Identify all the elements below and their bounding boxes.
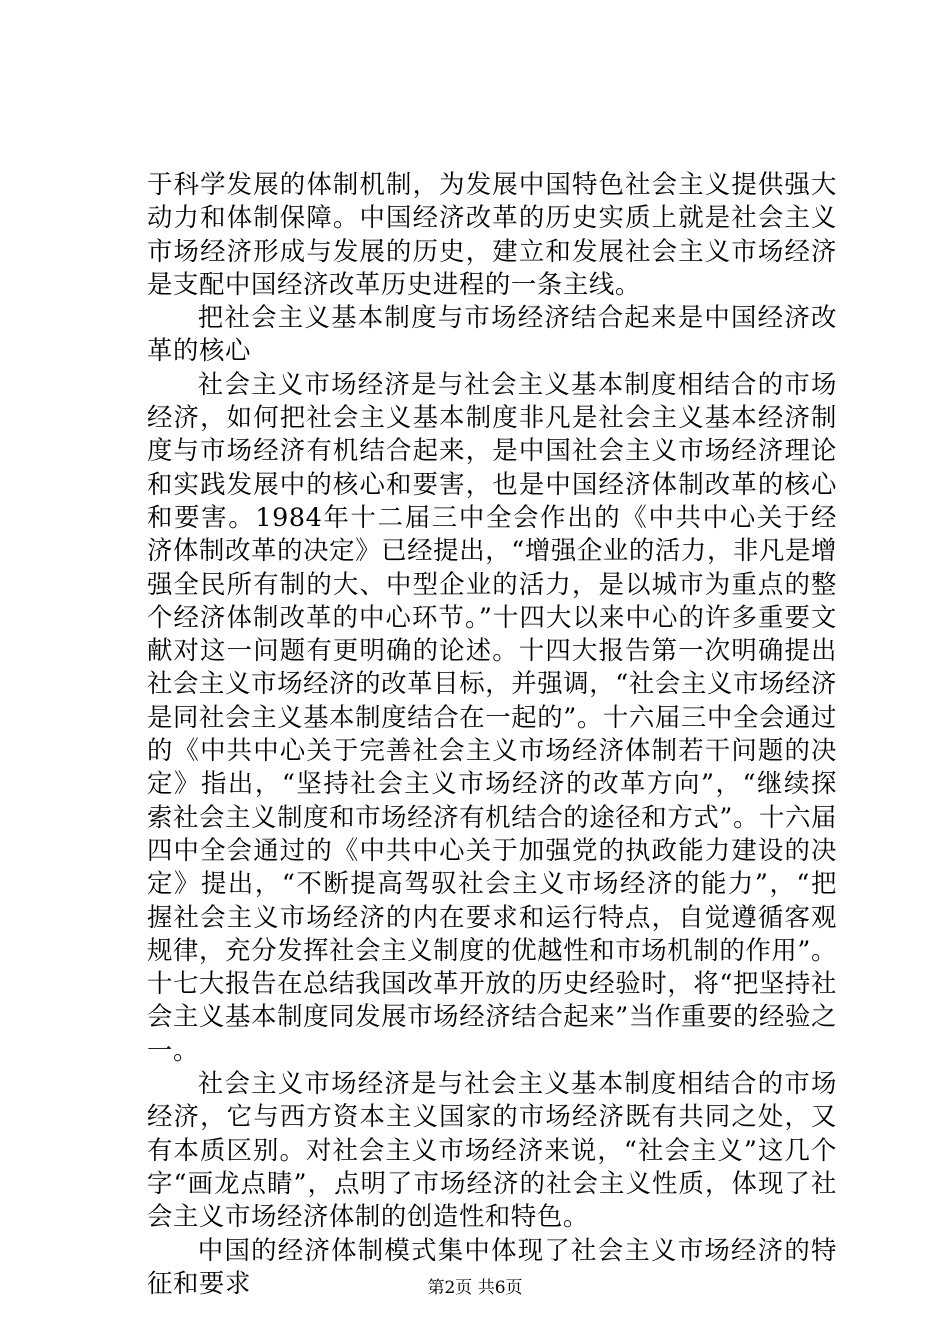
page-number-footer: 第2页 共6页 (427, 1278, 523, 1298)
paragraph-4: 社会主义市场经济是与社会主义基本制度相结合的市场经济，它与西方资本主义国家的市场经济既有共同之处，又有本质区别。对社会主义市场经济来说，“社会主义”这几个字“画龙点睛”，点明了市场经济的社会主义性质，体现了社会主义市场经济体制的创造性和特色。 (147, 1068, 837, 1232)
section-heading-2: 中国的经济体制模式集中体现了社会主义市场经济的特征和要求 (147, 1234, 837, 1298)
body-text (147, 168, 837, 1300)
paragraph-1: 于科学发展的体制机制，为发展中国特色社会主义提供强大动力和体制保障。中国经济改革的历史实质上就是社会主义市场经济形成与发展的历史，建立和发展社会主义市场经济是支配中国经济改革历史进程的一条主线。 (147, 169, 837, 299)
paragraph-3: 社会主义市场经济是与社会主义基本制度相结合的市场经济，如何把社会主义基本制度非凡是社会主义基本经济制度与市场经济有机结合起来，是中国社会主义市场经济理论和实践发展中的核心和要害，也是中国经济体制改革的核心和要害。1984年十二届三中全会作出的《中共中心关于经济体制改革的决定》已经提出，“增强企业的活力，非凡是增强全民所有制的大、中型企业的活力，是以城市为重点的整个经济体制改革的中心环节。”十四大以来中心的许多重要文献对这一问题有更明确的论述。十四大报告第一次明确提出社会主义市场经济的改革目标，并强调，“社会主义市场经济是同社会主义基本制度结合在一起的”。十六届三中全会通过的《中共中心关于完善社会主义市场经济体制若干问题的决定》指出，“坚持社会主义市场经济的改革方向”，“继续探索社会主义制度和市场经济有机结合的途径和方式”。十六届四中全会通过的《中共中心关于加强党的执政能力建设的决定》提出，“不断提高驾驭社会主义市场经济的能力”，“把握社会主义市场经济的内在要求和运行特点，自觉遵循客观规律，充分发挥社会主义制度的优越性和市场机制的作用”。十七大报告在总结我国改革开放的历史经验时，将“把坚持社会主义基本制度同发展市场经济结合起来”当作重要的经验之一。 (147, 368, 837, 1065)
section-heading: 把社会主义基本制度与市场经济结合起来是中国经济改革的核心 (147, 302, 837, 366)
